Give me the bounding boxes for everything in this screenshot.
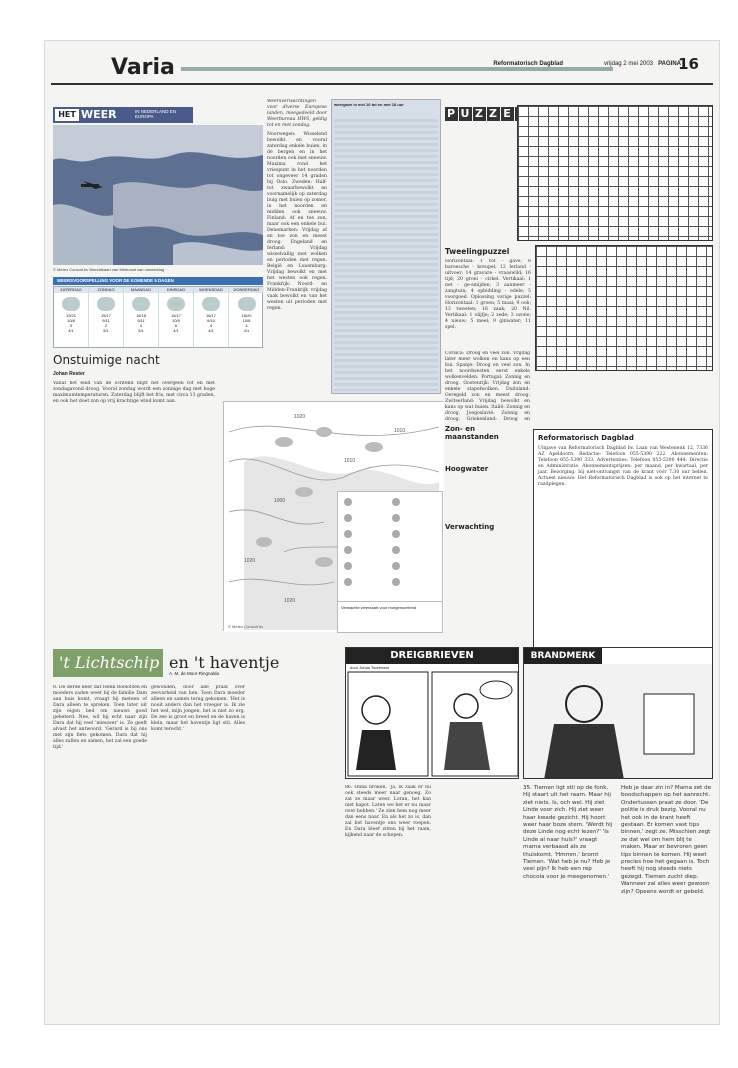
isobar-label: 1020 — [244, 558, 256, 564]
forecast-day — [89, 287, 124, 347]
verwachting-title: Verwachting — [445, 523, 495, 531]
brandmerk-text-2: Heb je daar zin in? Mama zet de boodschappen op het aanrecht. Ondertussen praat ze door. 'De politie is druk bezig. Vooral nu het ook in de krant heeft gestaan. Er komen vast tips binnen,' zegt ze. Misschien zegt ze dat wel om hem blij te maken. Maar er bevroren geen tips binnen te komen. Hij weet precies hoe het gegaan is. Toch heeft hij nog steeds niets gezegd. Tiemen zucht diep. Wanneer zal alles weer gewoon zijn? Opeens wordt er gebeld. — [621, 785, 712, 895]
puzzle-logo-letter: Z — [473, 107, 486, 121]
isobar-label: 1000 — [274, 498, 286, 504]
day-max: 16/17 — [205, 313, 216, 318]
day-max: 16/17 — [170, 313, 181, 318]
forecast-day — [124, 287, 159, 347]
europe-column-1 — [267, 99, 327, 394]
satellite-caption: © Meteo Consult bv Wereldkaart van Meteosat van vanmiddag — [53, 267, 165, 272]
story-title-left: 't Lichtschip — [53, 649, 163, 677]
weather-logo — [53, 107, 193, 123]
brandmerk-number: 35. — [523, 785, 532, 791]
isobar-label: 1020 — [284, 598, 296, 604]
weather-logo-weer: WEER — [81, 108, 117, 121]
day-min: 9/10 — [207, 318, 215, 323]
colophon-title: Reformatorisch Dagblad — [538, 434, 634, 442]
brandmerk-column-2 — [621, 785, 713, 1005]
weather-byline: Johan Rester — [53, 371, 85, 377]
weather-logo-sub: IN NEDERLAND EN EUROPA — [135, 109, 177, 119]
comic-subtitle: door Johan Toorenaar — [350, 665, 390, 670]
day-rain: 4/1 — [243, 328, 250, 333]
cloud-rain-icon — [202, 297, 220, 311]
comic-brandmerk — [523, 647, 713, 779]
europe-text-1: Noorwegen: Wisselend bewolkt en vooral zaterdag enkele buien, in de bergen en in het noorden ook met sneeuw. Maxima rond het vriespunt in het noorden tot ongeveer 14 graden bij Oslo. Zweden: Half- tot zwaarbewolkt en voornamelijk op zaterdag buig met buien op zomer, in het noorden en midden ook sneeuw. Finland: Af en toe zon, maar ook een enkele bui. Denemarken: Vrijdag af en toe zon en meest droog. Engeland en Ierland: Vrijdag wisselvallig met wolken en perioden met regen. België en Luxemburg: Vrijdag bewolkt en met het westen ook regen. Frankrijk: Noord- en Midden-Frankrijk vrijdag vaak bewolkt en van het westen uit perioden met regen. — [267, 132, 327, 311]
day-min: 9/11 — [102, 318, 110, 323]
day-max: 18/20 — [241, 313, 252, 318]
zonmaan-title: Zon- en maanstanden — [445, 425, 499, 441]
story-column-1 — [53, 685, 147, 1005]
issue-date: vrijdag 2 mei 2003 — [603, 61, 653, 67]
table-title: weergave in mei 10 tot en met 18 uur — [334, 102, 404, 107]
header-rule — [181, 67, 613, 71]
day-min: 9/11 — [137, 318, 145, 323]
puzzle-logo-letter: P — [446, 107, 457, 120]
day-max: 15/17 — [100, 313, 111, 318]
puzzle-logo-letter: E — [501, 107, 514, 121]
brandmerk-text-1: Tiemen ligt stil op de fonk. Hij staart uit het raam. Maar hij ziet niets. Is, och wel. Hij ziet Linde voor zich. Hij ziet weer haar kwade gezicht. Hij hoort weer haar boze stem. 'Werdt hij deze Linde nog echt lezen?' 'Is Linde al naar huis?' vraagt mama verbaasd als ze thuiskomt. 'Hmmm,' bromt Tiemen. 'Wat heb je nu? Heb je veel pijn? Ik heb een rep chocola voor je meegenomen.' — [523, 785, 613, 880]
day-min: 10/9 — [172, 318, 180, 323]
cloud-sun-icon — [167, 297, 185, 311]
page-number: 16 — [678, 55, 699, 73]
day-min: 10/8 — [242, 318, 251, 323]
day-name: DINSDAG — [159, 287, 193, 293]
day-sun: 4 — [245, 323, 248, 328]
story-column-3 — [345, 785, 431, 1005]
story-author: A. M. de Moor-Ringnalda — [169, 671, 220, 676]
comic-drawing — [346, 670, 519, 779]
weather-map-caption-box — [337, 601, 443, 633]
page-header — [51, 47, 713, 85]
story-text-3: 86. Onna broken. 'Ja, ik zaak er nu ook steeds meer naar genoeg. Zo zat ze maar weer. Loran, het kan niet kapot. Laten we het er nu maar over hebben.' Ze zien hem nog meer dan eens naar. En als het zo is, dan zal het haventje ons weer roepen. En Dara bleef zitten bij het raam, kijkend naar de schepen. — [345, 785, 431, 838]
section-title: Varia — [111, 55, 175, 80]
weather-article — [53, 381, 215, 636]
forecast-title: WEERSVOORSPELLING VOOR DE KOMENDE 5 DAGEN — [53, 277, 263, 285]
europe-intro: Weersverwachtingen voor diverse Europese landen, meegedeeld door Weerbureau HWS, geldig tot en met zondag. — [267, 99, 327, 128]
story-header — [53, 649, 323, 677]
day-rain: 5/1 — [138, 328, 144, 333]
puzzle-logo-letter: U — [460, 107, 471, 120]
day-sun: 4 — [209, 323, 213, 328]
cloud-rain-icon — [97, 297, 115, 311]
weather-legend — [337, 491, 443, 609]
forecast-table — [53, 286, 263, 348]
satellite-map — [53, 125, 263, 265]
day-min: 10/8 — [67, 318, 75, 323]
day-name: ZONDAG — [89, 287, 123, 293]
story-text-1: 8. De derde keer dat Henk Roelofsen en moeders zaden weer bij de familie Dam aan huis komt, vraagt hij meteen of Dara alleen te spreken. Toen later uit zijn eigen bed om nieuws goed gebeterd. Nee, wil hij echt naar zijn Dara dat hij veel 'mieuwer' is. Ze geeft alvast het antwoord. 'Gerard is bij ons met zijn fiets gekomen. Dara dat hij alles zullen en samen, het zal een goede tijd.' — [53, 685, 147, 750]
puzzle-clues — [445, 259, 531, 359]
satellite-image — [53, 125, 263, 265]
day-max: 19/21 — [65, 313, 76, 318]
isobar-label: 1010 — [394, 428, 406, 434]
puzzle-logo-letter: Z — [487, 107, 500, 121]
puzzle-title: Tweelingpuzzel — [445, 247, 510, 256]
paper-name: Reformatorisch Dagblad — [493, 61, 563, 67]
cloud-icon — [132, 297, 150, 311]
story-column-2 — [151, 685, 245, 1005]
colophon-text: Uitgave van Reformatorisch Dagblad bv. Laan van Westenenk 12, 7336 AZ Apeldoorn. Redactie: Telefoon 055-5390 222. Abonnementen: Telefoon 055-5390 333. Advertenties: Telefoon 055-5390 444. Directie en Administratie. Abonnementsprijzen: per maand, per kwartaal, per jaar. Bezorging: bij niet-ontvangst van de krant vóór 7.30 uur bellen. Actueel nieuws: Het Reformatorisch Dagblad is ook op het internet te raadplegen. — [538, 446, 708, 487]
day-max: 16/18 — [135, 313, 146, 318]
newspaper-page — [44, 40, 720, 1025]
story-text-2: gewonden, door alle praat over zeevarheid van hen. Toen Dara moeder alleen en samen terug gekomen. 'Het is nooit anders dan het vroeger is. Ik zie het wel, mijn jongen, het is niet zo erg. De zee is groot en breed en de haven is klein, maar het haventje ligt stil. Alles komt terecht.' — [151, 685, 245, 732]
day-sun: 5 — [69, 323, 73, 328]
day-rain: 4/1 — [173, 328, 179, 333]
day-name: MAANDAG — [124, 287, 158, 293]
day-rain: 4/1 — [68, 328, 74, 333]
comic-title: DREIGBRIEVEN — [346, 648, 518, 664]
day-sun: 6 — [174, 323, 178, 328]
story-title-right: en 't haventje — [169, 653, 280, 672]
day-rain: 5/1 — [103, 328, 109, 333]
day-sun: 4 — [139, 323, 143, 328]
forecast-day — [229, 287, 264, 347]
forecast-day — [54, 287, 89, 347]
page-label: PAGINA — [658, 61, 681, 67]
cloud-sun-icon — [62, 297, 80, 311]
temperature-table — [331, 99, 441, 394]
crossword-grid-2[interactable] — [535, 245, 713, 371]
weather-logo-het: HET — [55, 109, 79, 121]
isobar-label: 1010 — [344, 458, 356, 464]
weather-map-caption: Verwachte weerkaart voor morgenochtend — [341, 605, 417, 610]
brandmerk-drawing — [524, 664, 713, 779]
puzzle-clues-text: Horizontaal: 1 tot - gave; 6 baroesche - kreupel; 12 Ierland - uitvoer; 14 gravure - vraaswild; 16 tijd; 20 groei - cirkel. Vertikaal: 1 net - ge-smijden; 3 aanmeer - zangtuin; 4 opbidding - edele; 5 voorgoed. Oplossing vorige puzzel: Horizontaal: 1 groen; 5 maai; 9 ook; 13 tweeten; 16 zaak; 20 Nil. Vertikaal: 1 olijfje; 2 zede; 3 ozone; 4 nieuw; 5 meel; 9 ginwater; 11 spel. — [445, 259, 531, 330]
brandmerk-title: BRANDMERK — [524, 648, 602, 664]
comic-dreigbrieven — [345, 647, 519, 779]
forecast-day — [159, 287, 194, 347]
day-rain: 4/1 — [208, 328, 214, 333]
europe-text-2: Corsica: Droog en veel zon. Vrijdag later meer wolken en kans op een bui. Spanje: Droog en veel zon. In het noordwesten eerst enkele wolkenvelden. Portugal: Zonnig en droog. Oostenrijk: Vrijdag zon en enkele stapelwolken. Duitsland: Geregeld zon en meest droog. Zwitserland: Vrijdag bewolkt en kans op wat buien. Italië: Zonnig en droog. Joegoslavië: Zonnig en droog. Griekenland: Droog en — [445, 351, 530, 421]
isobar-label: 1020 — [294, 414, 306, 420]
forecast-day — [194, 287, 229, 347]
brandmerk-column-1 — [523, 785, 615, 1005]
cloud-sun-icon — [238, 297, 256, 311]
europe-column-2 — [445, 351, 530, 421]
table-rows — [334, 116, 438, 391]
map-credit: © Meteo Consult bv — [228, 624, 264, 629]
day-name: ZATERDAG — [54, 287, 88, 293]
day-sun: 2 — [104, 323, 108, 328]
crossword-grid[interactable] — [517, 105, 713, 241]
day-name: WOENSDAG — [194, 287, 228, 293]
hoogwater-title: Hoogwater — [445, 465, 489, 473]
weather-article-text: Vanaf het eind van de ochtend blijft het overgeen tot en met zondagavond droog. Vooral zondag wordt een zonnige dag met hoge maximumtemperaturen. Zaterdag blijft het fris, met circa 13 graden, en ook het doet zon op vrij krachtige wind komt aan. — [53, 381, 215, 404]
day-name: DONDERDAG — [229, 287, 264, 293]
tides-column — [445, 425, 529, 635]
legend-icons — [338, 492, 442, 608]
weather-headline: Onstuimige nacht — [53, 353, 160, 367]
